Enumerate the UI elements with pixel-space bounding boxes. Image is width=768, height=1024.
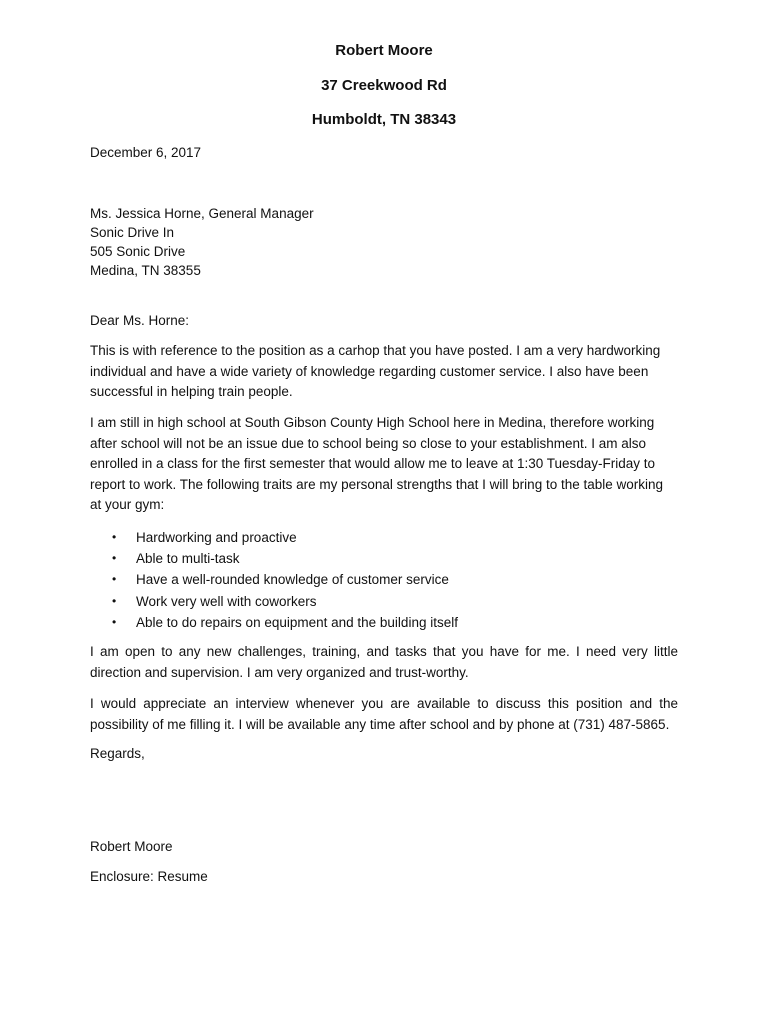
list-item — [90, 569, 458, 590]
body-paragraph-3: I am open to any new challenges, training, and tasks that you have for me. I need very little direction and supervision. I am very organized and trust-worthy. — [90, 644, 678, 680]
strength-text: Have a well-rounded knowledge of customer service — [136, 572, 449, 588]
bullet-icon: • — [112, 572, 117, 587]
list-item — [90, 591, 458, 612]
enclosure-line: Enclosure: Resume — [90, 869, 208, 884]
bullet-icon: • — [112, 614, 117, 629]
bullet-icon: • — [112, 593, 117, 608]
strength-text: Able to multi-task — [136, 551, 240, 567]
sender-street: 37 Creekwood Rd — [321, 77, 447, 94]
sender-city-state-zip: Humboldt, TN 38343 — [311, 111, 457, 128]
body-paragraph-1: This is with reference to the position as a carhop that you have posted. I am a very hardworking individual and have a wide variety of knowledge regarding customer service. I also have been successful in helping train people. — [90, 343, 661, 399]
salutation: Dear Ms. Horne: — [90, 313, 190, 328]
strength-text: Hardworking and proactive — [136, 530, 297, 545]
list-item — [90, 527, 458, 548]
bullet-icon: • — [112, 551, 117, 566]
recipient-street: 505 Sonic Drive — [90, 244, 186, 259]
recipient-city-state-zip: Medina, TN 38355 — [90, 263, 201, 278]
letter-date: December 6, 2017 — [90, 145, 202, 160]
recipient-company: Sonic Drive In — [90, 225, 175, 240]
body-paragraph-4: I would appreciate an interview whenever you are available to discuss this position and the possibility of me filling it. I will be available any time after school and by phone at (731) 487-5865. — [90, 696, 678, 732]
bullet-icon: • — [112, 530, 117, 544]
sender-name: Robert Moore — [335, 42, 433, 59]
strength-text: Work very well with coworkers — [136, 593, 317, 609]
closing: Regards, — [90, 746, 145, 761]
list-item — [90, 548, 458, 569]
signature-name: Robert Moore — [90, 839, 173, 854]
strength-text: Able to do repairs on equipment and the building itself — [136, 614, 458, 630]
body-paragraph-2: I am still in high school at South Gibson County High School here in Medina, therefore working after school will not be an issue due to school being so close to your establishment. I am also enrolled in a class for the first semester that would allow me to leave at 1:30 Tuesday-Friday to report to work. The following traits are my personal strengths that I will bring to the table working at your gym: — [90, 415, 664, 512]
list-item — [90, 612, 458, 633]
strengths-list — [90, 527, 458, 633]
recipient-name-title: Ms. Jessica Horne, General Manager — [90, 206, 314, 221]
